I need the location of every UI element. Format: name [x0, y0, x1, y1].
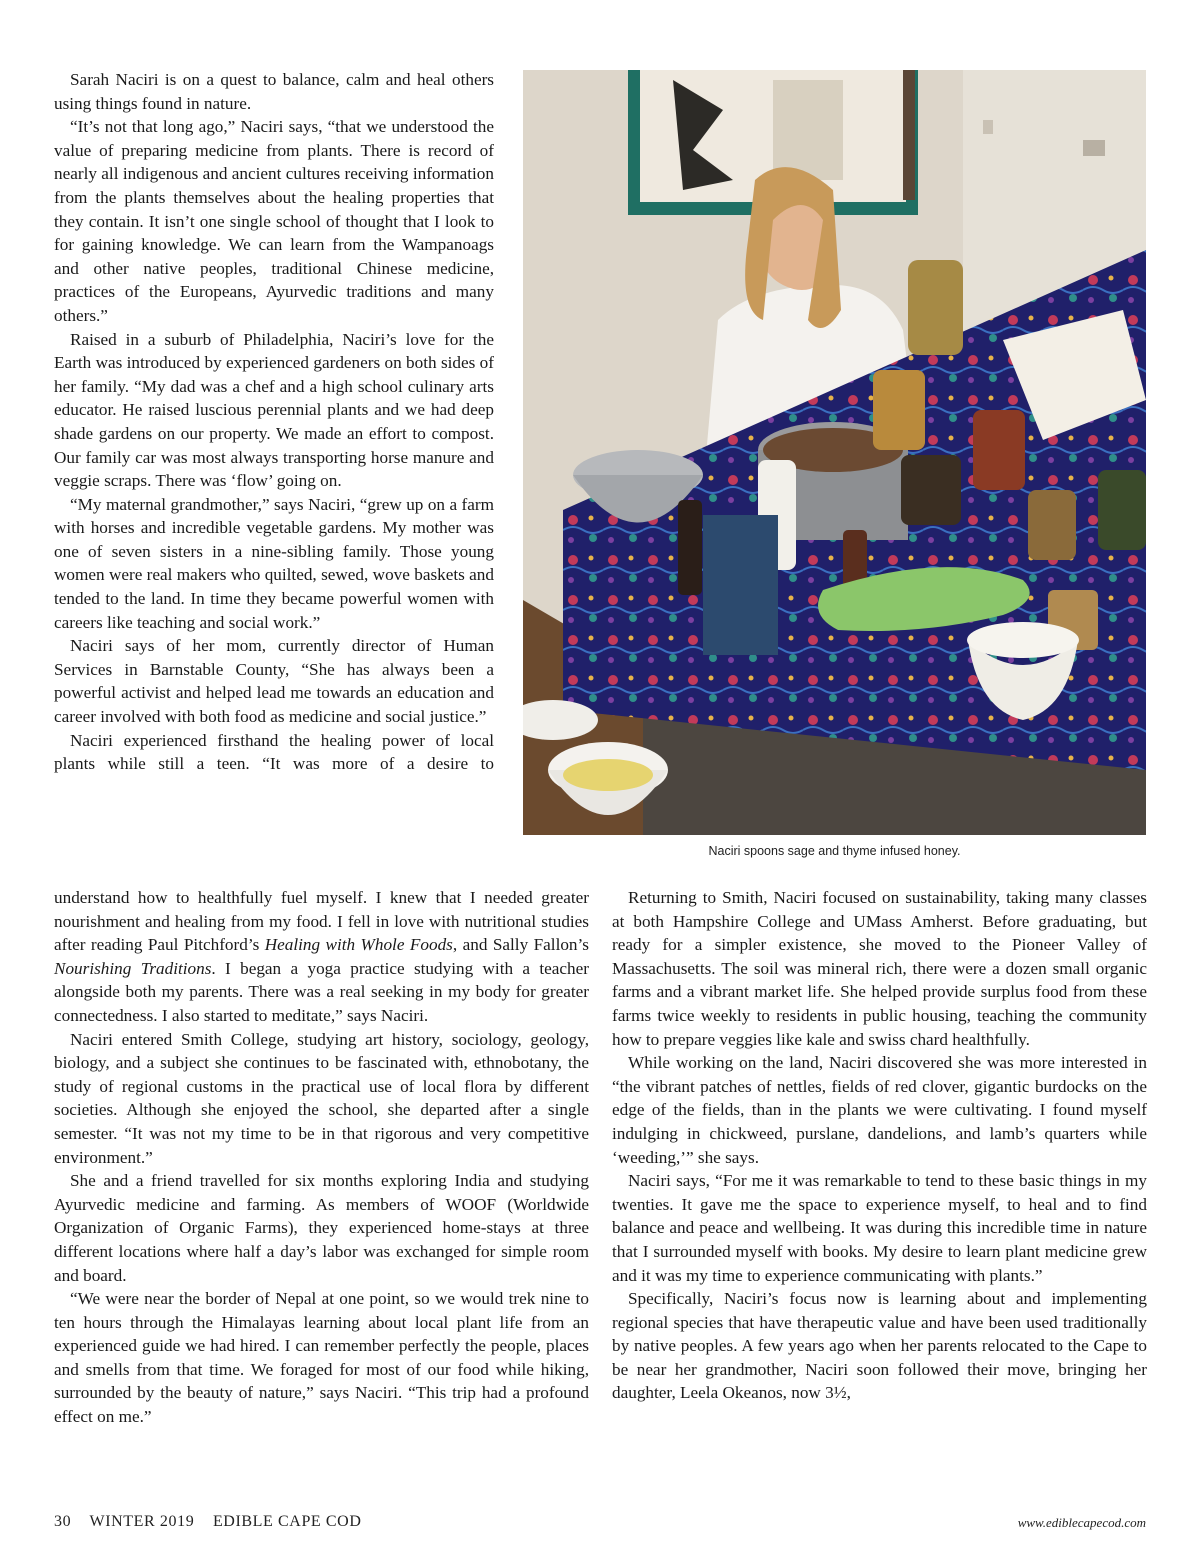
page-number: 30 — [54, 1513, 72, 1530]
article-photo — [523, 70, 1146, 835]
article-column-left-bottom — [54, 886, 589, 1429]
article-column-left-top — [54, 68, 494, 776]
paragraph: Naciri says, “For me it was remarkable to tend to these basic things in my twenties. It gave me the space to experience myself, to heal and to find balance and peace and wellbeing. It was during this incredible time in nature that I surrounded myself with books. My desire to learn plant medicine grew and it was my time to experience communicating with plants.” — [612, 1171, 1147, 1285]
paragraph-continued: understand how to healthfully fuel myself. I knew that I needed greater nourishment and healing from my food. I fell in love with nutritional studies after reading Paul Pitchford’s Healing with Whole Foods, and Sally Fallon’s Nourishing Traditions. I began a yoga practice studying with a teacher alongside both my parents. There was a real seeking in my body for greater connectedness. I also started to meditate,” says Naciri. — [54, 888, 589, 1025]
issue-label: WINTER 2019 — [89, 1513, 195, 1530]
article-column-right — [612, 886, 1147, 1405]
paragraph: While working on the land, Naciri discovered she was more interested in “the vibrant patches of nettles, fields of red clover, gigantic burdocks on the edge of the fields, than in the plants we were cultivating. I found myself indulging in chickweed, purslane, dandelions, and lamb’s quarters while ‘weeding,’” she says. — [612, 1053, 1147, 1167]
website-url: www.ediblecapecod.com — [1017, 1515, 1146, 1530]
paragraph: “We were near the border of Nepal at one point, so we would trek nine to ten hours through the Himalayas learning about local plant life from an experienced guide we had hired. I can remember perfectly the people, places and smells from that time. We foraged for most of our food while hiking, surrounded by the beauty of nature,” says Naciri. “This trip had a profound effect on me.” — [54, 1289, 589, 1427]
photo-caption: Naciri spoons sage and thyme infused honey. — [708, 844, 961, 858]
book-title: Healing with Whole Foods — [264, 935, 453, 955]
paragraph: “It’s not that long ago,” Naciri says, “that we understood the value of preparing medicine from plants. There is record of nearly all indigenous and ancient cultures receiving information from the plants themselves about the healing properties that they contain. It isn’t one single school of thought that I look to for gaining knowledge. We can learn from the Wampanoags and other native peoples, traditional Chinese medicine, practices of the Europeans, Ayurvedic traditions and many others.” — [54, 117, 494, 325]
paragraph: Raised in a suburb of Philadelphia, Naciri’s love for the Earth was introduced by experienced gardeners on both sides of her family. “My dad was a chef and a high school culinary arts educator. He raised luscious perennial plants and we had deep shade gardens on our property. We made an effort to compost. Our family car was most always transporting horse manure and veggie scraps. There was ‘flow’ going on. — [54, 329, 494, 491]
paragraph: Specifically, Naciri’s focus now is learning about and implementing regional species that have therapeutic value and have been used traditionally by native peoples. A few years ago when her parents relocated to the Cape to be near her grandmother, Naciri soon followed their move, bringing her daughter, Leela Okeanos, now 3½, — [612, 1289, 1147, 1403]
paragraph: Naciri says of her mom, currently director of Human Services in Barnstable County, “She has always been a powerful activist and helped lead me towards an education and career involved with both food as medicine and social justice.” — [54, 636, 494, 727]
paragraph: Naciri entered Smith College, studying art history, sociology, geology, biology, and a subject she continues to be fascinated with, ethnobotany, the study of regional customs in the practical use of local flora by different societies. Although she enjoyed the school, she departed after a single semester. “It was not my time to be in that rigorous and very competitive environment.” — [54, 1029, 589, 1167]
photo-illustration — [523, 70, 1146, 835]
paragraph: She and a friend travelled for six months exploring India and studying Ayurvedic medicine and farming. As members of WOOF (Worldwide Organization of Organic Farms), they experienced home-stays at three different locations where half a day’s labor was exchanged for simple room and board. — [54, 1171, 589, 1285]
paragraph: Returning to Smith, Naciri focused on sustainability, taking many classes at both Hampshire College and UMass Amherst. Before graduating, but ready for a simpler existence, she moved to the Pioneer Valley of Massachusetts. The soil was mineral rich, there were a dozen small organic farms and a vibrant market life. She helped provide surplus food from these farms twice weekly to residents in public housing, teaching the community how to prepare veggies like kale and swiss chard healthfully. — [612, 888, 1147, 1049]
book-title: Nourishing Traditions — [54, 958, 212, 978]
paragraph: Naciri experienced firsthand the healing power of local plants while still a teen. “It was more of a desire to — [54, 730, 494, 774]
paragraph: “My maternal grandmother,” says Naciri, “grew up on a farm with horses and incredible vegetable gardens. My mother was one of seven sisters in a nine-sibling family. Those young women were real makers who quilted, sewed, wove baskets and tended to the land. In time they became powerful women with careers like teaching and social work.” — [54, 494, 494, 632]
paragraph: Sarah Naciri is on a quest to balance, calm and heal others using things found in nature. — [54, 70, 494, 113]
publication-name: EDIBLE CAPE COD — [212, 1513, 362, 1530]
page-footer — [54, 1513, 362, 1531]
